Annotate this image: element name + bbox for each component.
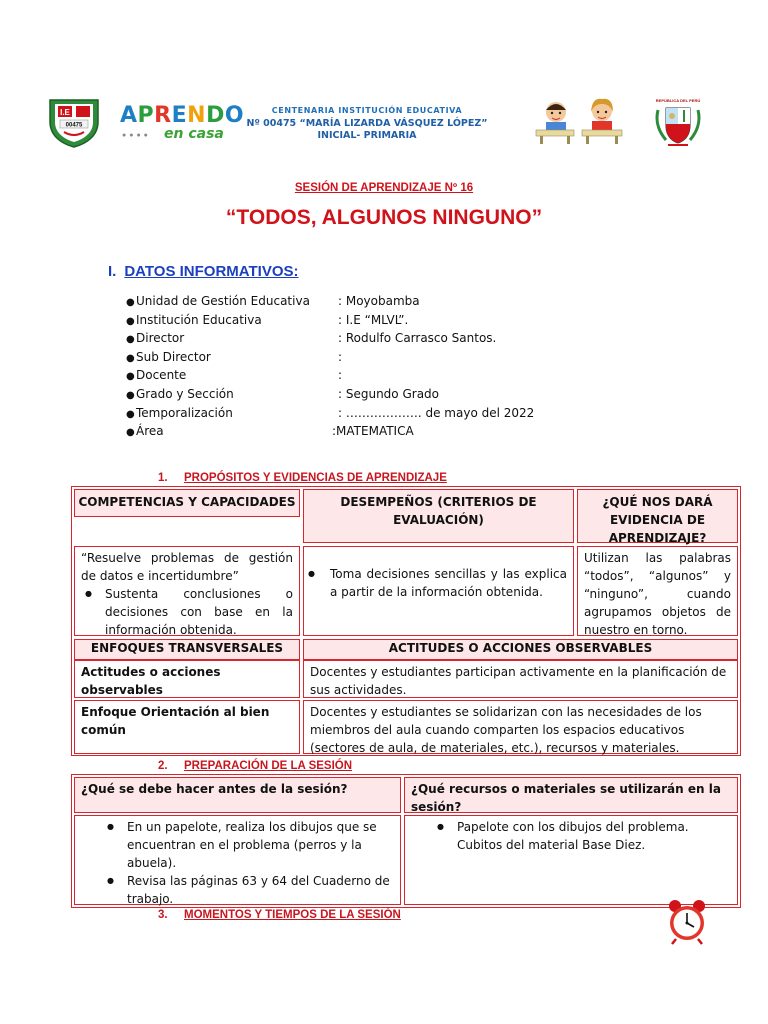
institution-line-2: Nº 00475 “MARÍA LIZARDA VÁSQUEZ LÓPEZ” bbox=[246, 118, 488, 129]
before-session-item: ● En un papelote, realiza los dibujos que se encuentran en el problema (perros y la abuela). bbox=[103, 818, 394, 872]
before-session-list bbox=[103, 818, 394, 908]
dato-label: Institución Educativa bbox=[136, 312, 262, 327]
alarm-clock-icon bbox=[666, 898, 708, 946]
institution-block bbox=[242, 106, 492, 141]
section-i-title: DATOS INFORMATIVOS: bbox=[124, 263, 299, 280]
section-2-heading bbox=[158, 760, 352, 772]
competencia-list bbox=[81, 585, 293, 639]
dato-row: ●Unidad de Gestión Educativa : Moyobamba bbox=[126, 292, 726, 311]
document-header bbox=[0, 88, 768, 158]
dato-row: ●Temporalización : ………………. de mayo del 2022 bbox=[126, 404, 726, 423]
dato-label: Temporalización bbox=[136, 405, 233, 420]
datos-informativos-list bbox=[126, 292, 726, 441]
dato-label: Sub Director bbox=[136, 349, 211, 364]
desempeno-cell bbox=[303, 546, 574, 636]
section-2-title: PREPARACIÓN DE LA SESIÓN bbox=[184, 760, 353, 772]
students-illustration-icon bbox=[532, 96, 628, 146]
section-3-number: 3. bbox=[158, 909, 168, 921]
session-number-title: SESIÓN DE APRENDIZAJE Nº 16 bbox=[294, 182, 474, 194]
desempeno-list bbox=[304, 565, 567, 601]
institution-line-1: CENTENARIA INSTITUCIÓN EDUCATIVA bbox=[271, 106, 463, 115]
dato-row: ●Grado y Sección : Segundo Grado bbox=[126, 385, 726, 404]
section-1-heading bbox=[158, 472, 447, 484]
brand-wordmark: APRENDO bbox=[120, 103, 245, 128]
header-enfoques: ENFOQUES TRANSVERSALES bbox=[74, 639, 300, 660]
header-resources: ¿Qué recursos o materiales se utilizarán en la sesión? bbox=[404, 777, 738, 813]
dato-label: Docente bbox=[136, 368, 187, 383]
resource-line-2: Cubitos del material Base Diez. bbox=[457, 838, 646, 852]
row-label-enfoque: Enfoque Orientación al bien común bbox=[74, 700, 300, 754]
section-1-title: PROPÓSITOS Y EVIDENCIAS DE APRENDIZAJE bbox=[184, 472, 447, 484]
session-main-title: “TODOS, ALGUNOS NINGUNO” bbox=[225, 206, 543, 229]
resource-item bbox=[433, 818, 731, 854]
dato-row: ●Institución Educativa : I.E “MLVL”. bbox=[126, 311, 726, 330]
resources-list bbox=[433, 818, 731, 854]
competencia-title: “Resuelve problemas de gestión de datos e incertidumbre” bbox=[81, 551, 293, 583]
peru-seal-text: REPÚBLICA DEL PERÚ bbox=[655, 98, 701, 103]
before-session-item: ● Revisa las páginas 63 y 64 del Cuaderno de trabajo. bbox=[103, 872, 394, 908]
brand-subtitle: en casa bbox=[164, 126, 224, 142]
header-competencias: COMPETENCIAS Y CAPACIDADES bbox=[74, 489, 300, 517]
desempeno-item: ● Toma decisiones sencillas y las explica a partir de la información obtenida. bbox=[304, 565, 567, 601]
dato-row: ●Área :MATEMATICA bbox=[126, 422, 726, 441]
header-actitudes: ACTITUDES O ACCIONES OBSERVABLES bbox=[303, 639, 738, 660]
header-evidencia: ¿QUÉ NOS DARÁ EVIDENCIA DE APRENDIZAJE? bbox=[577, 489, 738, 543]
dato-row: ●Sub Director : bbox=[126, 348, 726, 367]
row-text-enfoque: Docentes y estudiantes se solidarizan con las necesidades de los miembros del aula cuando comparten los espacios educativos (sectores de aula, de materiales, etc.), recursos y materiales. bbox=[303, 700, 738, 754]
dato-label: Director bbox=[136, 331, 185, 346]
dato-label: Unidad de Gestión Educativa bbox=[136, 294, 310, 308]
dato-value: : ………………. de mayo del 2022 bbox=[338, 405, 535, 420]
peru-coat-of-arms-icon bbox=[650, 96, 706, 148]
evidencia-cell: Utilizan las palabras “todos”, “algunos” y “ninguno”, cuando agrupamos objetos de nuestro en torno. bbox=[577, 546, 738, 636]
dato-label: Área bbox=[136, 424, 164, 439]
brand-dots-icon: ●●●● bbox=[122, 132, 151, 139]
resources-cell bbox=[404, 815, 738, 905]
dato-value: : bbox=[338, 349, 343, 364]
competencia-cell bbox=[74, 546, 300, 636]
section-3-title: MOMENTOS Y TIEMPOS DE LA SESIÓN bbox=[184, 909, 401, 921]
dato-value: :MATEMATICA bbox=[332, 424, 414, 439]
institution-line-3: INICIAL- PRIMARIA bbox=[317, 130, 417, 141]
dato-value: : Rodulfo Carrasco Santos. bbox=[338, 331, 497, 346]
dato-value: : Moyobamba bbox=[338, 294, 420, 308]
row-label-actitudes: Actitudes o acciones observables bbox=[74, 660, 300, 698]
section-i-heading bbox=[108, 263, 299, 280]
competencia-item: ● Sustenta conclusiones o decisiones con base en la información obtenida. bbox=[81, 585, 293, 639]
dato-value: : bbox=[338, 368, 343, 383]
section-2-number: 2. bbox=[158, 760, 168, 772]
header-before-session: ¿Qué se debe hacer antes de la sesión? bbox=[74, 777, 401, 813]
section-i-number: I. bbox=[108, 263, 117, 280]
aprendo-en-casa-logo bbox=[120, 103, 245, 148]
row-text-actitudes: Docentes y estudiantes participan activamente en la planificación de sus actividades. bbox=[303, 660, 738, 698]
brand-tagline bbox=[120, 126, 240, 144]
dato-row: ●Director : Rodulfo Carrasco Santos. bbox=[126, 329, 726, 348]
crest-letters: I.E bbox=[60, 108, 70, 117]
header-desempenos: DESEMPEÑOS (CRITERIOS DE EVALUACIÓN) bbox=[303, 489, 574, 543]
section-3-heading bbox=[158, 909, 401, 921]
dato-row: ●Docente : bbox=[126, 366, 726, 385]
before-session-cell bbox=[74, 815, 401, 905]
dato-value: : Segundo Grado bbox=[338, 386, 440, 401]
resource-line-1: Papelote con los dibujos del problema. bbox=[457, 820, 689, 834]
dato-label: Grado y Sección bbox=[136, 386, 234, 401]
crest-number: 00475 bbox=[65, 122, 83, 129]
dato-value: : I.E “MLVL”. bbox=[338, 312, 409, 327]
section-1-number: 1. bbox=[158, 472, 168, 484]
school-crest-icon bbox=[44, 96, 104, 148]
